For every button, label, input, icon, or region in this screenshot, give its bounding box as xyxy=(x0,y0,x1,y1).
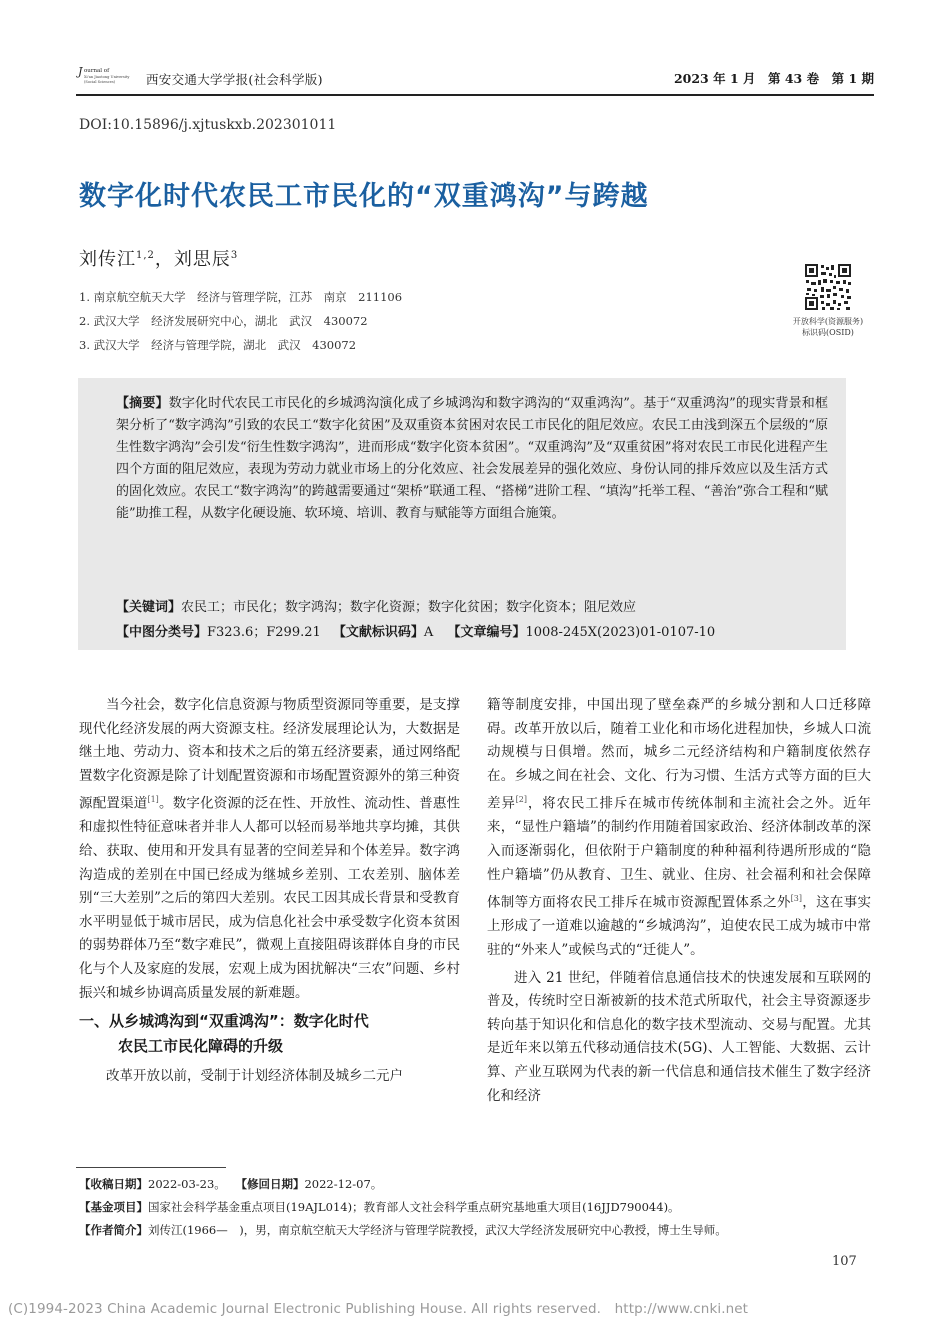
article-no-value: 1008-245X(2023)01-0107-10 xyxy=(525,625,716,640)
revised-date: 2022-12-07。 xyxy=(304,1177,383,1191)
author-bio-label: 【作者简介】 xyxy=(79,1223,148,1237)
citation-link[interactable]: [2] xyxy=(515,795,528,805)
qr-code-icon[interactable] xyxy=(804,263,852,311)
paragraph-text: 当今社会，数字化信息资源与物质型资源同等重要，是支撑现代化经济发展的两大资源支柱。经济发展理论认为，大数据是继土地、劳动力、资本和技术之后的第五经济要素，通过网络配置数字化资源是除了计划配置资源和市场配置资源外的第三种资源配置渠道 xyxy=(79,697,460,812)
keywords-label: 【关键词】 xyxy=(116,600,182,615)
keywords-line xyxy=(116,597,828,619)
author-2-name: 刘思辰 xyxy=(173,249,231,270)
journal-logo xyxy=(76,62,150,88)
qr-caption-line-2: 标识码(OSID) xyxy=(802,328,854,337)
footnote-dates xyxy=(79,1176,382,1192)
article-title: 数字化时代农民工市民化的“双重鸿沟”与跨越 xyxy=(79,181,649,212)
citation-link[interactable]: [3] xyxy=(790,894,802,904)
clc-value: F323.6；F299.21 xyxy=(207,625,321,640)
received-label: 【收稿日期】 xyxy=(79,1177,148,1191)
paragraph-text: 籍等制度安排，中国出现了壁垒森严的乡城分割和人口迁移障碍。改革开放以后，随着工业化和市场化进程加快，乡城人口流动规模与日俱增。然而，城乡二元经济结构和户籍制度依然存在。乡城之间在社会、文化、行为习惯、生活方式等方面的巨大差异 xyxy=(487,697,871,812)
citation-link[interactable]: [1] xyxy=(147,795,159,805)
body-left-column xyxy=(79,694,460,1089)
doc-code-value: A xyxy=(423,625,434,640)
article-no-label: 【文章编号】 xyxy=(447,625,526,640)
body-paragraph: 改革开放以前，受制于计划经济体制及城乡二元户 xyxy=(106,1068,403,1085)
abstract xyxy=(116,393,828,525)
qr-caption xyxy=(770,316,886,338)
doc-code-label: 【文献标识码】 xyxy=(332,625,424,640)
svg-text:J: J xyxy=(78,65,83,78)
footnote-rule xyxy=(76,1167,226,1168)
author-1-name: 刘传江 xyxy=(79,249,136,270)
received-date: 2022-03-23。 xyxy=(148,1177,226,1191)
fund-text: 国家社会科学基金重点项目(19AJL014)；教育部人文社会科学重点研究基地重大项目(16JJD790044)。 xyxy=(148,1200,680,1214)
svg-text:(Social Sciences): (Social Sciences) xyxy=(84,80,116,84)
journal-name: 西安交通大学学报(社会科学版) xyxy=(146,72,323,87)
paragraph-text: 。数字化资源的泛在性、开放性、流动性、普惠性和虚拟性特征意味者并非人人都可以轻而易举地共享均摊，其供给、获取、使用和开发具有显著的空间差异和个体差异。数字鸿沟造成的差别在中国已经成为继城乡差别、工农差别、脑体差别“三大差别”之后的第四大差别。农民工因其成长背景和受教育水平明显低于城市居民，成为信息化社会中承受数字化资本贫困的弱势群体乃至“数字难民”，微观上直接阻碍该群体自身的市民化与个人及家庭的发展，宏观上成为困扰解决“三农”问题、乡村振兴和城乡协调高质量发展的新难题。 xyxy=(79,795,461,1001)
revised-label: 【修回日期】 xyxy=(235,1177,305,1191)
footnote-fund xyxy=(79,1199,680,1215)
section-heading xyxy=(79,1009,460,1059)
body-paragraph xyxy=(79,694,460,1005)
author-line xyxy=(79,245,238,271)
classification-line xyxy=(116,622,828,644)
author-2-affil: 3 xyxy=(230,250,239,261)
header-rule xyxy=(76,94,874,96)
author-separator: ， xyxy=(154,249,174,270)
section-heading-line-1: 一、从乡城鸿沟到“双重鸿沟”：数字化时代 xyxy=(79,1012,369,1031)
clc-label: 【中图分类号】 xyxy=(116,625,208,640)
body-right-column xyxy=(487,694,871,1108)
body-paragraph: 进入 21 世纪，伴随着信息通信技术的快速发展和互联网的普及，传统时空日渐被新的技术范式所取代，社会主导资源逐步转向基于知识化和信息化的数字技术型流动、交易与配置。尤其是近年来以第五代移动通信技术(5G)、人工智能、大数据、云计算、产业互联网为代表的新一代信息和通信技术催生了数字经济化和经济 xyxy=(487,969,871,1104)
section-heading-line-2: 农民工市民化障碍的升级 xyxy=(118,1037,284,1056)
copyright-watermark: (C)1994-2023 China Academic Journal Electronic Publishing House. All rights reserved. http://www.cnki.net xyxy=(8,1301,749,1317)
fund-label: 【基金项目】 xyxy=(79,1200,148,1214)
footnote-author xyxy=(79,1222,727,1238)
qr-caption-line-1: 开放科学(资源服务) xyxy=(792,317,864,326)
svg-text:ournal of: ournal of xyxy=(84,68,110,74)
abstract-text: 数字化时代农民工市民化的乡城鸿沟演化成了乡城鸿沟和数字鸿沟的“双重鸿沟”。基于“双重鸿沟”的现实背景和框架分析了“数字鸿沟”引致的农民工“数字化贫困”及双重资本贫困对农民工市民化的阻尼效应。农民工由浅到深五个层级的“原生性数字鸿沟”会引发“衍生性数字鸿沟”，进而形成“数字化资本贫困”。“双重鸿沟”及“双重贫困”将对农民工市民化进程产生四个方面的阻尼效应，表现为劳动力就业市场上的分化效应、社会发展差异的强化效应、身份认同的排斥效应以及生活方式的固化效应。农民工“数字鸿沟”的跨越需要通过“架桥”联通工程、“搭梯”进阶工程、“填沟”托举工程、“善治”弥合工程和“赋能”助推工程，从数字化硬设施、软环境、培训、教育与赋能等方面组合施策。 xyxy=(116,396,828,521)
paragraph-text: ，这在事实上形成了一道难以逾越的“乡城鸿沟”，迫使农民工成为城市中常驻的“外来人”或候鸟式的“迁徙人”。 xyxy=(487,894,872,958)
doi: DOI:10.15896/j.xjtuskxb.202301011 xyxy=(79,117,337,133)
author-1-affil: 1,2 xyxy=(136,250,155,261)
abstract-label: 【摘要】 xyxy=(116,396,169,411)
paragraph-text: ，将农民工排斥在城市传统体制和主流社会之外。近年来，“显性户籍墙”的制约作用随着国家政治、经济体制改革的深入而逐渐弱化，但依附于户籍制度的种种福利待遇所形成的“隐性户籍墙”仍从教育、卫生、就业、住房、社会福利和社会保障体制等方面将农民工排斥在城市资源配置体系之外 xyxy=(487,795,872,911)
keywords: 农民工；市民化；数字鸿沟；数字化资源；数字化贫困；数字化资本；阻尼效应 xyxy=(181,600,637,615)
page-number: 107 xyxy=(832,1254,857,1269)
affiliation-2: 2. 武汉大学 经济发展研究中心，湖北 武汉 430072 xyxy=(79,314,368,328)
issue-info: 2023 年 1 月 第 43 卷 第 1 期 xyxy=(673,71,874,86)
svg-text:Xi'an Jiaotong University: Xi'an Jiaotong University xyxy=(84,75,130,79)
author-bio-text: 刘传江(1966— )，男，南京航空航天大学经济与管理学院教授，武汉大学经济发展研究中心教授，博士生导师。 xyxy=(148,1223,727,1237)
affiliation-1: 1. 南京航空航天大学 经济与管理学院，江苏 南京 211106 xyxy=(79,290,403,304)
body-paragraph xyxy=(487,694,871,963)
affiliation-3: 3. 武汉大学 经济与管理学院，湖北 武汉 430072 xyxy=(79,338,357,352)
